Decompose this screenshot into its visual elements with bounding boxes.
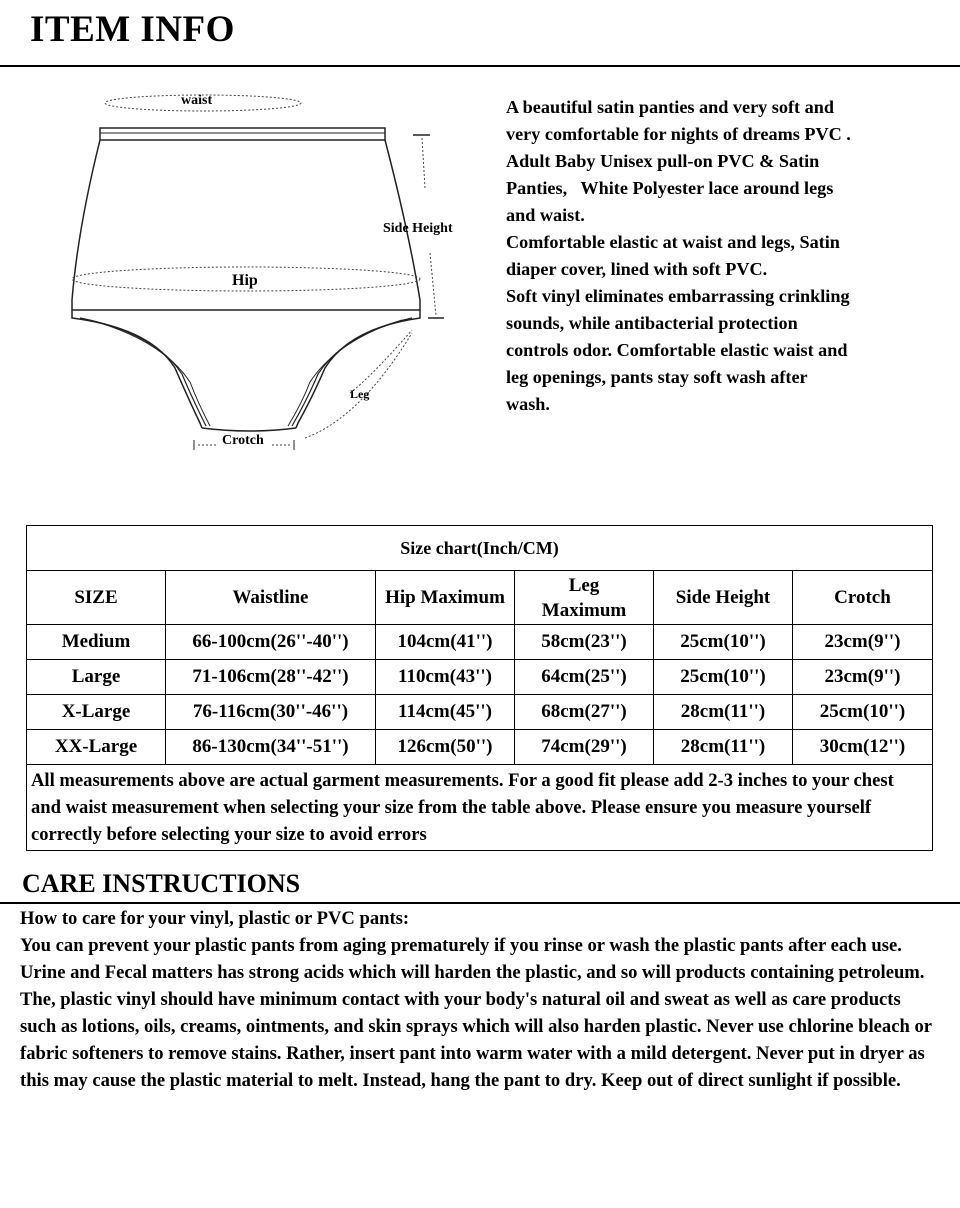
table-cell: 76-116cm(30''-46'') [166, 695, 376, 730]
crotch-label: Crotch [222, 433, 264, 448]
table-cell: Medium [27, 625, 166, 660]
table-cell: 25cm(10'') [654, 625, 793, 660]
size-chart-caption: Size chart(Inch/CM) [27, 526, 933, 571]
table-cell: X-Large [27, 695, 166, 730]
hip-label: Hip [232, 272, 258, 289]
table-row [27, 660, 933, 695]
description-line: sounds, while antibacterial protection [506, 313, 798, 333]
description-line: Soft vinyl eliminates embarrassing crinkling [506, 286, 850, 306]
table-cell: 86-130cm(34''-51'') [166, 730, 376, 765]
care-subtitle: How to care for your vinyl, plastic or PVC pants: [20, 908, 410, 929]
care-body-text: You can prevent your plastic pants from aging prematurely if you rinse or wash the plastic pants after each use. Urine and Fecal matters has strong acids which will harden the plastic, and so will products containing petroleum. The, plastic vinyl should have minimum contact with your body's natural oil and sweat as well as care products such as lotions, oils, creams, ointments, and skin sprays which will also harden plastic. Never use chlorine bleach or fabric softeners to remove stains. Rather, insert pant into warm water with a mild detergent. Never put in dryer as this may cause the plastic material to melt. Instead, hang the pant to dry. Keep out of direct sunlight if possible. [20, 935, 932, 1091]
column-header: Side Height [654, 571, 793, 625]
size-chart-table [26, 525, 933, 851]
table-cell: 104cm(41'') [376, 625, 515, 660]
care-divider [0, 902, 960, 904]
description-line: A beautiful satin panties and very soft and [506, 97, 834, 117]
product-description [506, 94, 916, 418]
crotch-outline [202, 428, 296, 431]
table-cell: 25cm(10'') [793, 695, 933, 730]
table-cell: 28cm(11'') [654, 730, 793, 765]
table-cell: 126cm(50'') [376, 730, 515, 765]
leg-label: Leg [350, 387, 370, 401]
table-cell: 23cm(9'') [793, 660, 933, 695]
table-cell: 58cm(23'') [515, 625, 654, 660]
item-info-title: ITEM INFO [30, 9, 235, 50]
table-cell: 30cm(12'') [793, 730, 933, 765]
table-cell: 114cm(45'') [376, 695, 515, 730]
table-row [27, 625, 933, 660]
column-header: SIZE [27, 571, 166, 625]
garment-diagram [60, 78, 480, 463]
waist-label: waist [181, 93, 213, 108]
title-divider [0, 65, 960, 67]
table-cell: XX-Large [27, 730, 166, 765]
description-line: Comfortable elastic at waist and legs, Satin [506, 232, 840, 252]
size-chart-note: All measurements above are actual garment measurements. For a good fit please add 2-3 inches to your chest and waist measurement when selecting your size from the table above. Please ensure you measure yourself correctly before selecting your size to avoid errors [27, 765, 933, 851]
table-cell: 25cm(10'') [654, 660, 793, 695]
table-cell: 71-106cm(28''-42'') [166, 660, 376, 695]
description-line: controls odor. Comfortable elastic waist and [506, 340, 848, 360]
side-height-label: Side Height [383, 221, 453, 236]
description-line: Panties, White Polyester lace around legs [506, 178, 834, 198]
table-cell: 64cm(25'') [515, 660, 654, 695]
table-header-row [27, 571, 933, 625]
column-header: Crotch [793, 571, 933, 625]
column-header: Waistline [166, 571, 376, 625]
care-instructions-title: CARE INSTRUCTIONS [22, 869, 301, 898]
table-cell: 28cm(11'') [654, 695, 793, 730]
table-cell: 23cm(9'') [793, 625, 933, 660]
panties-measurement-illustration [60, 78, 480, 463]
table-cell: 68cm(27'') [515, 695, 654, 730]
table-row [27, 695, 933, 730]
description-line: wash. [506, 394, 550, 414]
description-line: very comfortable for nights of dreams PVC . [506, 124, 851, 144]
column-header: Hip Maximum [376, 571, 515, 625]
table-cell: 74cm(29'') [515, 730, 654, 765]
description-line: leg openings, pants stay soft wash after [506, 367, 808, 387]
table-cell: 110cm(43'') [376, 660, 515, 695]
table-row [27, 730, 933, 765]
table-cell: 66-100cm(26''-40'') [166, 625, 376, 660]
table-cell: Large [27, 660, 166, 695]
waistband-outline [100, 128, 385, 140]
column-header: Leg Maximum [515, 571, 654, 625]
description-line: Adult Baby Unisex pull-on PVC & Satin [506, 151, 820, 171]
description-line: diaper cover, lined with soft PVC. [506, 259, 768, 279]
description-line: and waist. [506, 205, 585, 225]
